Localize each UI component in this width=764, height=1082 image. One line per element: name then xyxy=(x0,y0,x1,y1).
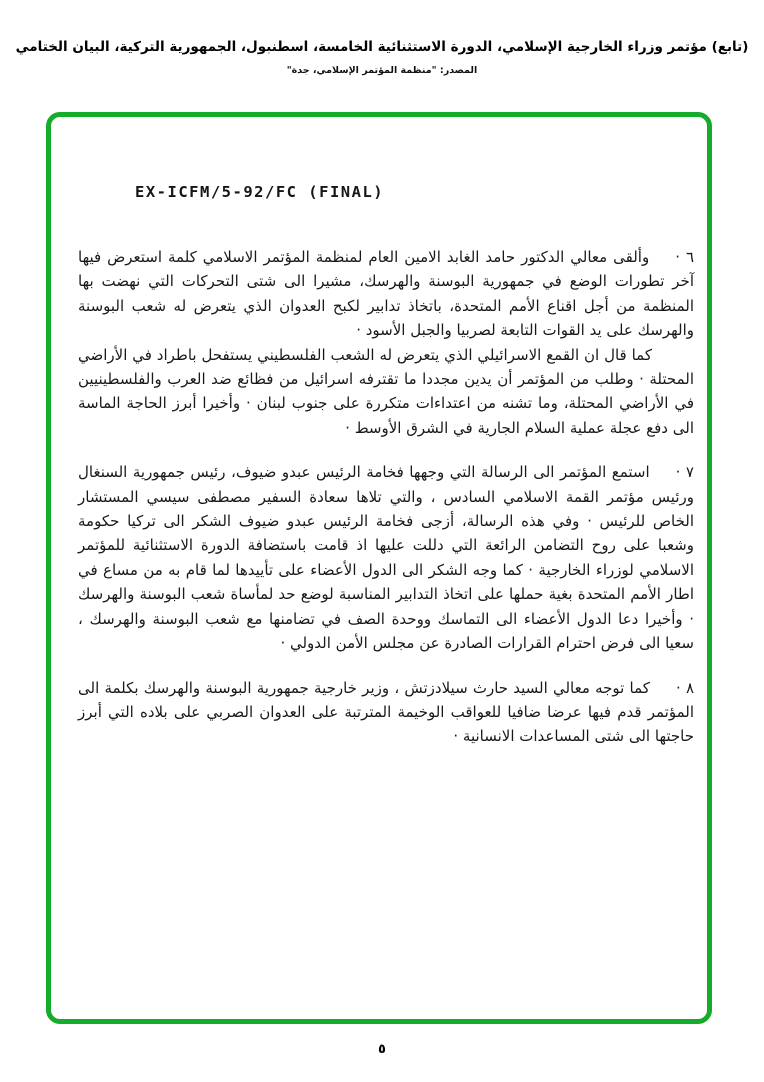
paragraph-text: كما قال ان القمع الاسرائيلي الذي يتعرض له الشعب الفلسطيني يستفحل باطراد في الأراضي المحتلة · وطلب من المؤتمر أن يدين مجددا ما تقترفه اسرائيل من فظائع ضد العرب والفلسطينيين في الأراضي المحتلة، وما تشنه من اعتداءات متكررة على جنوب لبنان · وأخيرا أبرز الحاجة الماسة الى دفع عجلة عملية السلام الجارية في الشرق الأوسط · xyxy=(78,345,694,437)
paragraph-text: وألقى معالي الدكتور حامد الغابد الامين العام لمنظمة المؤتمر الاسلامي كلمة استعرض فيها آخر تطورات الوضع في جمهورية البوسنة والهرسك، مشيرا الى شتى التحركات التي نهضت بها المنظمة من أجل اقناع الأمم المتحدة، باتخاذ تدابير لكبح العدوان الذي يتعرض له شعب البوسنة والهرسك على يد القوات التابعة لصربيا والجبل الأسود · xyxy=(78,248,694,340)
document-body xyxy=(78,245,694,749)
paragraph-text: استمع المؤتمر الى الرسالة التي وجهها فخامة الرئيس عبدو ضيوف، رئيس جمهورية السنغال ورئيس مؤتمر القمة الاسلامي السادس ، والتي تلاها سعادة السفير مصطفى سيسي المستشار الخاص للرئيس · وفي هذه الرسالة، أزجى فخامة الرئيس عبدو ضيوف الشكر الى تركيا حكومة وشعبا على روح التضامن الرائعة التي دللت عليها اذ قامت باستضافة الدورة الاستثنائية للمؤتمر الاسلامي لوزراء الخارجية · كما وجه الشكر الى الدول الأعضاء على تأييدها لما قام به من مساع في اطار الأمم المتحدة بغية حملها على اتخاذ التدابير المناسبة لوضع حد لمأساة شعب البوسنة والهرسك · وأخيرا دعا الدول الأعضاء الى التماسك ووحدة الصف في تضامنها مع شعب البوسنة والهرسك ، سعيا الى فرض احترام القرارات الصادرة عن مجلس الأمن الدولي · xyxy=(78,463,694,653)
paragraph-number: ٧ · xyxy=(675,463,694,482)
paragraph-7 xyxy=(78,460,694,655)
paragraph-text: كما توجه معالي السيد حارث سيلادزتش ، وزير خارجية جمهورية البوسنة والهرسك بكلمة الى المؤتمر قدم فيها عرضا ضافيا للعواقب الوخيمة المترتبة على العدوان الصربي على بلاده التي أبرز حاجتها الى شتى المساعدات الانسانية · xyxy=(78,678,694,746)
page-number: ٥ xyxy=(378,1042,386,1057)
document-reference: EX-ICFM/5-92/FC (FINAL) xyxy=(135,183,385,201)
page-header xyxy=(0,38,764,76)
document-title: (تابع) مؤتمر وزراء الخارجية الإسلامي، الدورة الاستثنائية الخامسة، اسطنبول، الجمهورية التركية، البيان الختامي xyxy=(15,39,749,55)
paragraph-number: ٦ · xyxy=(675,248,694,266)
scan-highlight-frame xyxy=(46,112,712,1024)
paragraph-8 xyxy=(78,676,694,749)
document-source: المصدر: "منظمة المؤتمر الإسلامي، جدة" xyxy=(286,65,478,76)
paragraph-number: ٨ · xyxy=(675,678,694,697)
paragraph-6-continued xyxy=(78,343,694,441)
paragraph-6 xyxy=(78,245,694,343)
scan-content xyxy=(51,117,707,1019)
